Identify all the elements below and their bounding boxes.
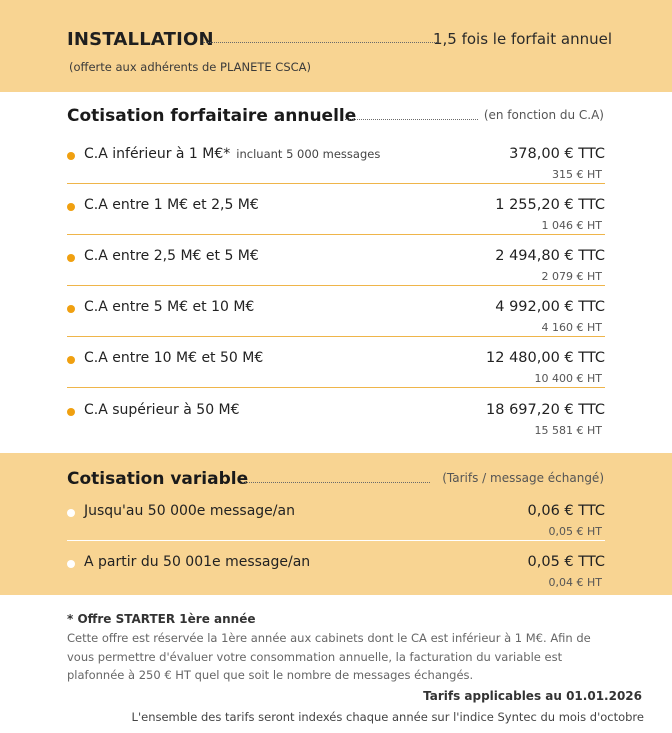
variable-leader-dots — [242, 482, 430, 483]
bullet-icon — [67, 509, 75, 517]
indexation-note: L'ensemble des tarifs seront indexés chaque année sur l'indice Syntec du mois d'octobre — [131, 710, 644, 724]
annual-row-label: C.A entre 5 M€ et 10 M€ — [84, 299, 255, 315]
variable-section-note: (Tarifs / message échangé) — [442, 471, 604, 485]
variable-section-title: Cotisation variable — [67, 469, 249, 489]
annual-row-label: C.A entre 2,5 M€ et 5 M€ — [84, 248, 259, 264]
price-ht: 4 160 € HT — [541, 321, 602, 334]
row-divider — [67, 285, 605, 286]
price-ht: 15 581 € HT — [534, 424, 602, 437]
price-ttc: 0,05 € TTC — [527, 554, 605, 570]
row-divider — [67, 336, 605, 337]
annual-section-note: (en fonction du C.A) — [483, 108, 604, 122]
price-ht: 315 € HT — [552, 168, 602, 181]
variable-row-label: Jusqu'au 50 000e message/an — [84, 503, 295, 519]
price-ht: 10 400 € HT — [534, 372, 602, 385]
installation-price: 1,5 fois le forfait annuel — [432, 30, 612, 48]
installation-leader-dots — [203, 42, 437, 43]
price-ht: 0,04 € HT — [548, 576, 602, 589]
row-divider — [67, 387, 605, 388]
price-ttc: 2 494,80 € TTC — [495, 248, 605, 264]
bullet-icon — [67, 152, 75, 160]
annual-row-label: C.A entre 10 M€ et 50 M€ — [84, 350, 264, 366]
bullet-icon — [67, 356, 75, 364]
price-ht: 1 046 € HT — [541, 219, 602, 232]
annual-row-label: C.A entre 1 M€ et 2,5 M€ — [84, 197, 259, 213]
price-ttc: 18 697,20 € TTC — [486, 402, 605, 418]
annual-row-sublabel: incluant 5 000 messages — [236, 147, 381, 161]
row-divider — [67, 234, 605, 235]
price-ht: 2 079 € HT — [541, 270, 602, 283]
price-ht: 0,05 € HT — [548, 525, 602, 538]
bullet-icon — [67, 560, 75, 568]
annual-section-title: Cotisation forfaitaire annuelle — [67, 106, 357, 126]
price-ttc: 4 992,00 € TTC — [495, 299, 605, 315]
price-ttc: 378,00 € TTC — [509, 146, 605, 162]
price-ttc: 0,06 € TTC — [527, 503, 605, 519]
annual-row-label: C.A supérieur à 50 M€ — [84, 402, 240, 418]
bullet-icon — [67, 305, 75, 313]
offer-footnote-text: Cette offre est réservée la 1ère année aux cabinets dont le CA est inférieur à 1 M€. Afin de vous permettre d'évaluer votre consommation annuelle, la facturation du variable est plafonnée à 250 € HT quel que soit le nombre de messages échangés. — [67, 631, 591, 682]
bullet-icon — [67, 254, 75, 262]
variable-row-label: A partir du 50 001e message/an — [84, 554, 311, 570]
price-ttc: 1 255,20 € TTC — [495, 197, 605, 213]
offer-footnote-title: * Offre STARTER 1ère année — [67, 612, 256, 626]
annual-leader-dots — [345, 119, 478, 120]
row-divider — [67, 540, 605, 541]
annual-row-label: C.A inférieur à 1 M€* incluant 5 000 messages — [84, 146, 381, 162]
bullet-icon — [67, 408, 75, 416]
tariff-date: Tarifs applicables au 01.01.2026 — [423, 689, 642, 703]
bullet-icon — [67, 203, 75, 211]
row-divider — [67, 183, 605, 184]
installation-title: INSTALLATION — [67, 29, 214, 50]
installation-note: (offerte aux adhérents de PLANETE CSCA) — [69, 60, 312, 74]
price-ttc: 12 480,00 € TTC — [486, 350, 605, 366]
